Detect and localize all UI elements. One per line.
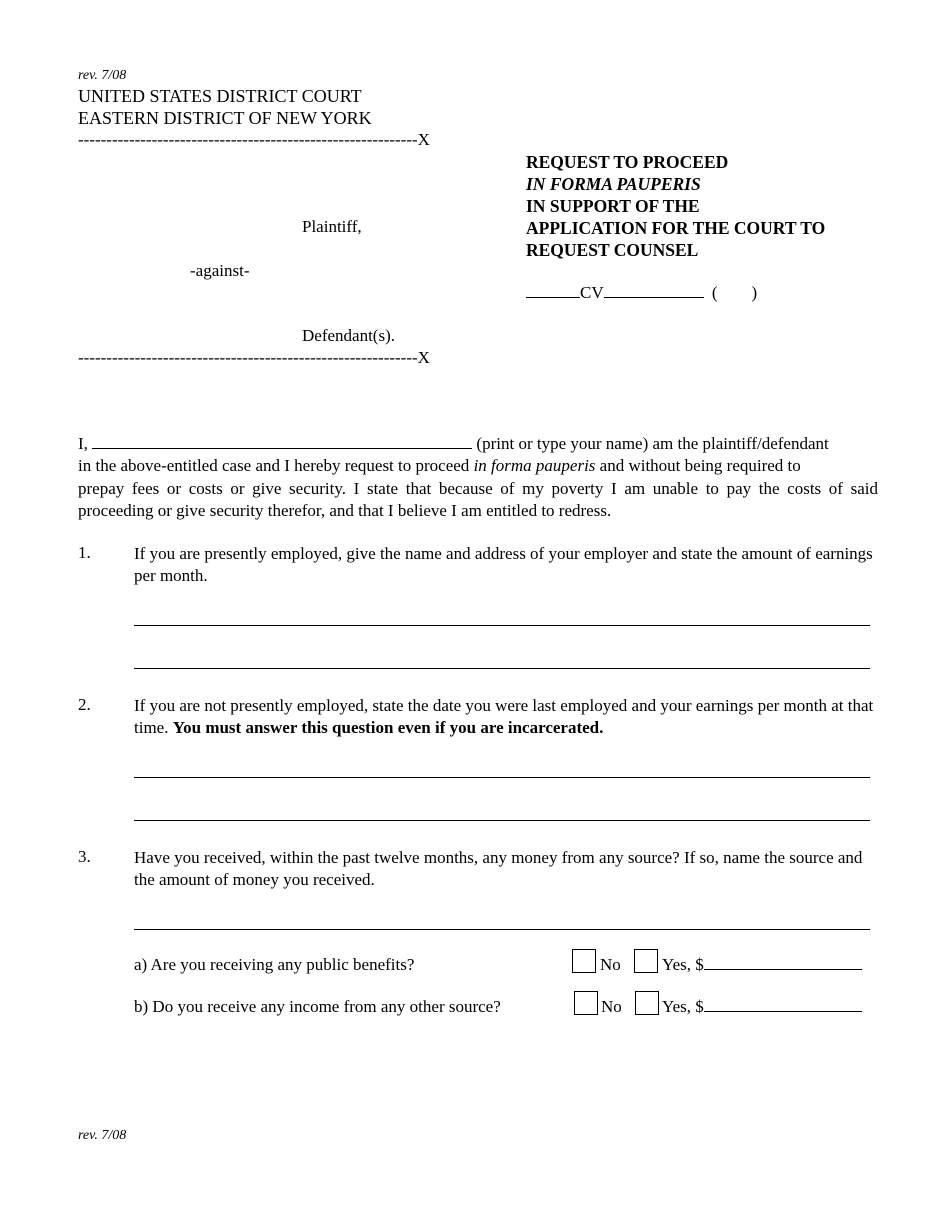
caption-rule-top: ------------------------------------------------------------X — [78, 130, 430, 149]
public-benefits-no-checkbox[interactable] — [572, 949, 596, 973]
in-forma-pauperis-italic: in forma pauperis — [473, 456, 596, 475]
question-2-text-bold: You must answer this question even if you are incarcerated. — [172, 718, 604, 737]
title-line-3: IN SUPPORT OF THE — [526, 196, 700, 216]
subquestion-a-text: a) Are you receiving any public benefits? — [134, 955, 415, 974]
title-line-1: REQUEST TO PROCEED — [526, 152, 729, 172]
title-line-2: IN FORMA PAUPERIS — [526, 174, 701, 194]
question-2-answer-line-1[interactable] — [134, 777, 870, 778]
case-number-blank[interactable] — [604, 283, 704, 298]
document-title — [526, 151, 926, 261]
case-year-blank[interactable] — [526, 283, 580, 298]
public-benefits-no-label: No — [600, 955, 621, 974]
other-income-yes-field — [662, 997, 862, 1017]
declaration-line-2 — [78, 456, 801, 476]
court-district: EASTERN DISTRICT OF NEW YORK — [78, 108, 372, 128]
judge-initials-close-paren: ) — [751, 283, 758, 302]
other-income-yes-label: Yes, $ — [662, 997, 704, 1016]
subquestion-b-text: b) Do you receive any income from any other source? — [134, 997, 501, 1016]
question-2-text — [134, 695, 874, 739]
question-1-number: 1. — [78, 543, 91, 562]
other-income-no-checkbox[interactable] — [574, 991, 598, 1015]
defendant-label: Defendant(s). — [302, 326, 395, 345]
title-line-4: APPLICATION FOR THE COURT TO — [526, 218, 826, 238]
declaration-line-2-start: in the above-entitled case and I hereby request to proceed — [78, 456, 474, 475]
public-benefits-amount-blank[interactable] — [704, 955, 862, 970]
other-income-amount-blank[interactable] — [704, 997, 862, 1012]
question-2-text-plain: If you are not presently employed, state the date you were last employed and your earnings per month at that time. — [134, 696, 874, 737]
public-benefits-yes-label: Yes, $ — [662, 955, 704, 974]
question-1-text: If you are presently employed, give the name and address of your employer and state the amount of earnings per month. — [134, 544, 873, 585]
question-2-number: 2. — [78, 695, 91, 714]
caption-rule-bottom: ------------------------------------------------------------X — [78, 348, 430, 367]
question-2-answer-line-2[interactable] — [134, 820, 870, 821]
declaration-after-name: (print or type your name) am the plaintiff/defendant — [476, 434, 829, 453]
declaration-lead: I, — [78, 434, 88, 453]
declaration-rest: prepay fees or costs or give security. I state that because of my poverty I am unable to pay the costs of said proceeding or give security therefor, and that I believe I am entitled to redress. — [78, 479, 878, 520]
other-income-no-label: No — [601, 997, 622, 1016]
other-income-yes-checkbox[interactable] — [635, 991, 659, 1015]
question-1-answer-line-1[interactable] — [134, 625, 870, 626]
declaration-line-1 — [78, 434, 829, 454]
revision-label-top: rev. 7/08 — [78, 68, 127, 83]
court-name: UNITED STATES DISTRICT COURT — [78, 86, 362, 106]
cv-label: CV — [580, 283, 604, 302]
revision-label-bottom: rev. 7/08 — [78, 1128, 127, 1143]
question-3-number: 3. — [78, 847, 91, 866]
judge-initials-open-paren: ( — [711, 283, 718, 302]
question-3-answer-line[interactable] — [134, 929, 870, 930]
public-benefits-yes-checkbox[interactable] — [634, 949, 658, 973]
question-3-text: Have you received, within the past twelve months, any money from any source? If so, name the source and the amount of money you received. — [134, 848, 863, 889]
public-benefits-yes-field — [662, 955, 862, 975]
against-label: -against- — [190, 261, 250, 280]
declaration-line-2-end: and without being required to — [595, 456, 801, 475]
case-number-field[interactable] — [526, 283, 757, 303]
applicant-name-blank[interactable] — [92, 434, 472, 449]
question-1-answer-line-2[interactable] — [134, 668, 870, 669]
title-line-5: REQUEST COUNSEL — [526, 240, 699, 260]
plaintiff-label: Plaintiff, — [302, 217, 362, 236]
